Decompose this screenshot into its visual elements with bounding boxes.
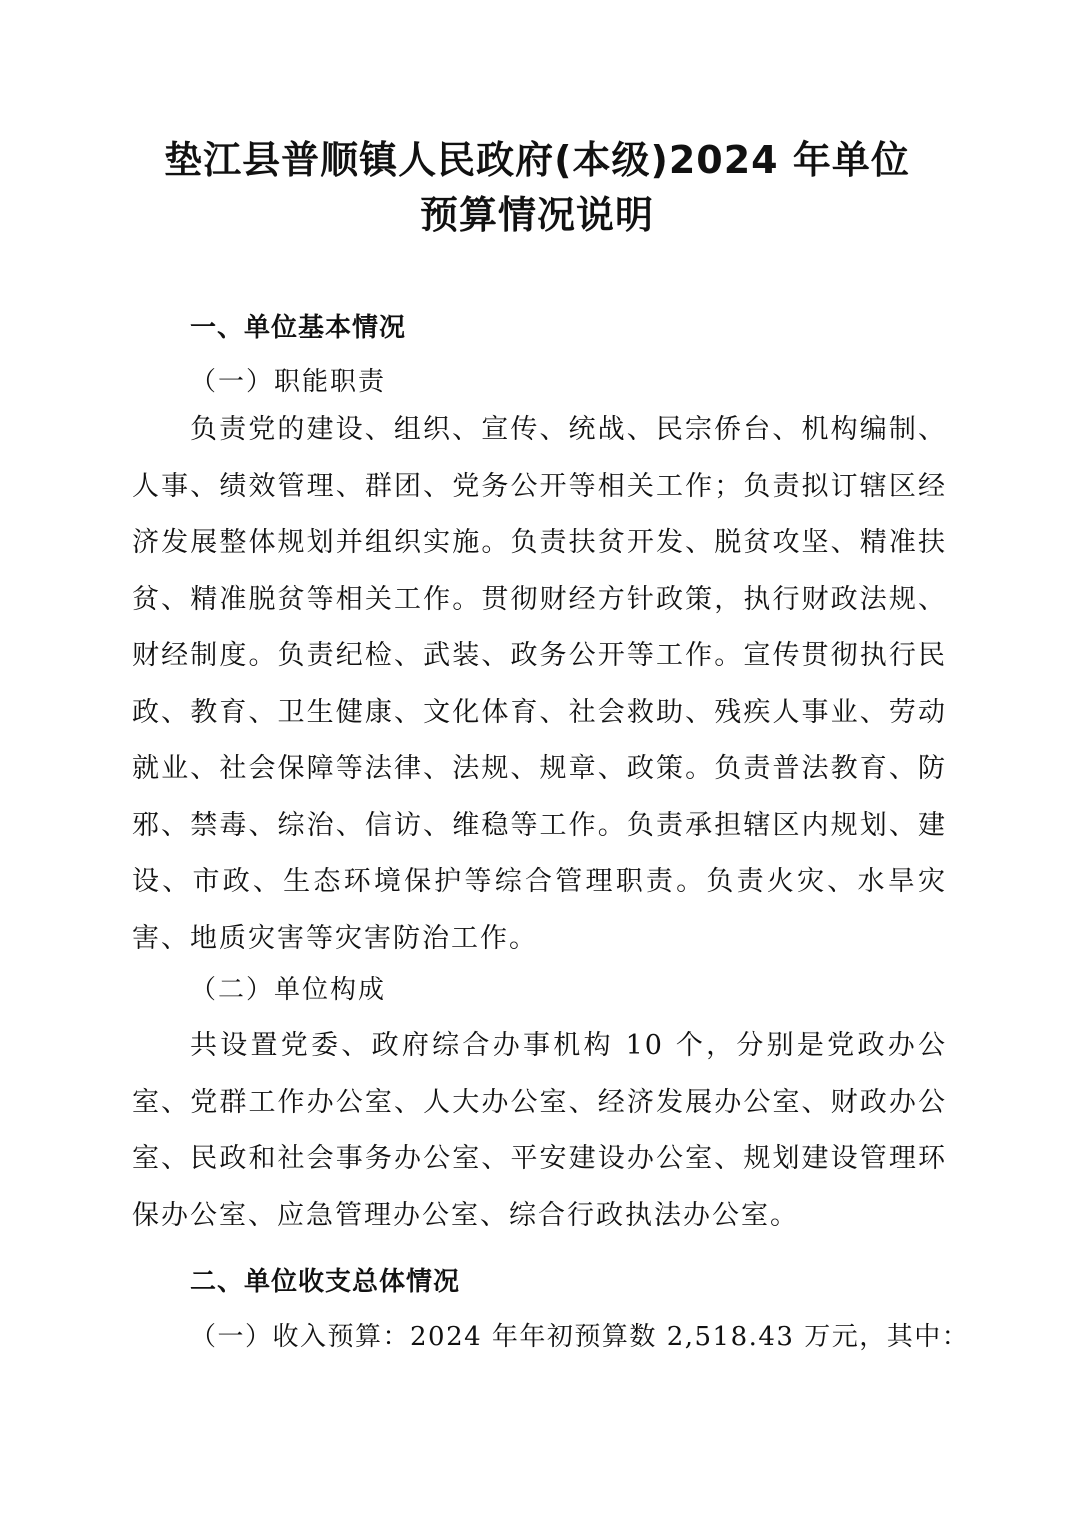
section2-heading: 二、单位收支总体情况	[190, 1267, 461, 1297]
section1-subheading-composition: （二）单位构成	[190, 975, 387, 1005]
section1-subheading-duties: （一）职能职责	[190, 367, 387, 397]
duties-paragraph: 负责党的建设、组织、宣传、统战、民宗侨台、机构编制、人事、绩效管理、群团、党务公开等相关工作；负责拟订辖区经济发展整体规划并组织实施。负责扶贫开发、脱贫攻坚、精准扶贫、精准脱贫等相关工作。贯彻财经方针政策，执行财政法规、财经制度。负责纪检、武装、政务公开等工作。宣传贯彻执行民政、教育、卫生健康、文化体育、社会救助、残疾人事业、劳动就业、社会保障等法律、法规、规章、政策。负责普法教育、防邪、禁毒、综治、信访、维稳等工作。负责承担辖区内规划、建设、市政、生态环境保护等综合管理职责。负责火灾、水旱灾害、地质灾害等灾害防治工作。	[132, 414, 947, 954]
section2-subheading-income: （一）收入预算：2024 年年初预算数 2,518.43 万元，其中：	[190, 1322, 970, 1352]
document-title-line2: 预算情况说明	[419, 193, 654, 237]
section1-heading: 一、单位基本情况	[190, 313, 407, 343]
composition-paragraph: 共设置党委、政府综合办事机构 10 个，分别是党政办公室、党群工作办公室、人大办公室、经济发展办公室、财政办公室、民政和社会事务办公室、平安建设办公室、规划建设管理环保办公室、应急管理办公室、综合行政执法办公室。	[132, 1030, 947, 1231]
document-title-line1: 垫江县普顺镇人民政府(本级)2024 年单位	[164, 138, 910, 182]
